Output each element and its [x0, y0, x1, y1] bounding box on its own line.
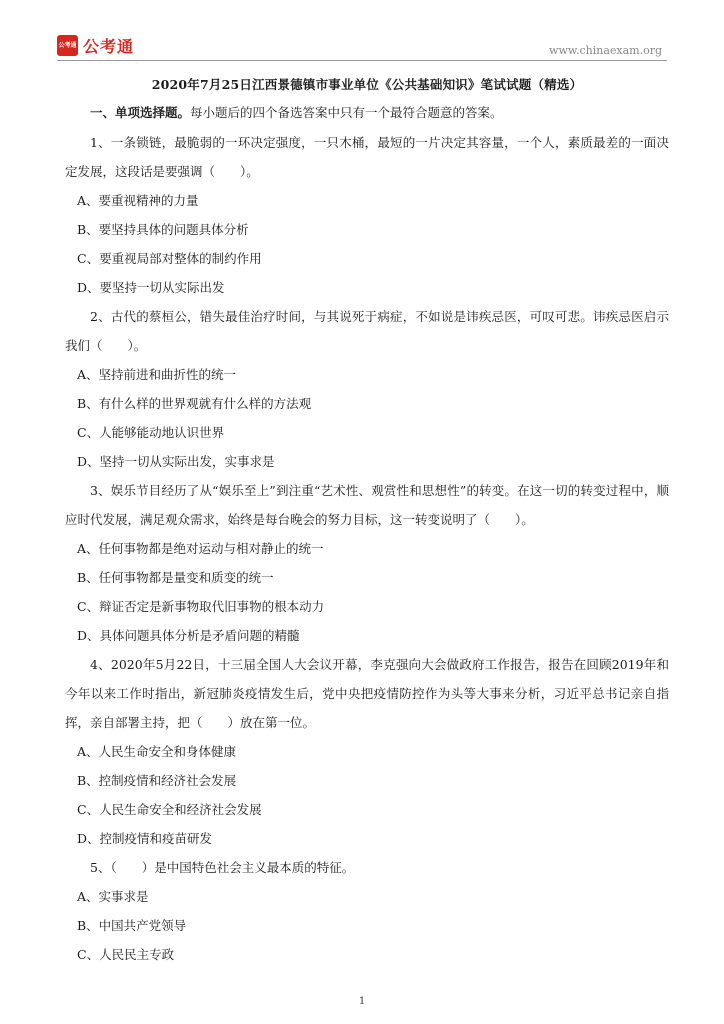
option-d: D、控制疫情和疫苗研发	[77, 831, 213, 846]
option-d: D、坚持一切从实际出发，实事求是	[77, 454, 275, 469]
option-c: C、人民民主专政	[77, 947, 175, 962]
question-stem: 1、一条锁链，最脆弱的一环决定强度，一只木桶，最短的一片决定其容量，一个人，素质最差的一面决定发展，这段话是要强调（ ）。	[65, 135, 669, 179]
section-instruction: 每小题后的四个备选答案中只有一个最符合题意的答案。	[190, 105, 503, 120]
option-a: A、坚持前进和曲折性的统一	[77, 367, 237, 382]
option-a: A、任何事物都是绝对运动与相对静止的统一	[77, 541, 324, 556]
option-a: A、人民生命安全和身体健康	[77, 744, 237, 759]
page-header	[0, 0, 724, 64]
option-b: B、要坚持具体的问题具体分析	[77, 222, 249, 237]
question-stem: 5、（ ）是中国特色社会主义最本质的特征。	[90, 860, 355, 875]
brand-logo[interactable]	[57, 34, 134, 57]
question-stem: 3、娱乐节目经历了从“娱乐至上”到注重“艺术性、观赏性和思想性”的转变。在这一切的转变过程中，顺应时代发展，满足观众需求，始终是每台晚会的努力目标，这一转变说明了（ ）。	[65, 483, 669, 527]
option-b: B、任何事物都是量变和质变的统一	[77, 570, 274, 585]
header-divider	[57, 60, 667, 61]
section-heading: 一、单项选择题。	[90, 105, 191, 120]
question-3	[65, 476, 669, 650]
option-c: C、要重视局部对整体的制约作用	[77, 251, 262, 266]
question-stem: 4、2020年5月22日，十三届全国人大会议开幕，李克强向大会做政府工作报告，报告在回顾2019年和今年以来工作时指出，新冠肺炎疫情发生后，党中央把疫情防控作为头等大事来分析，习近平总书记亲自指挥，亲自部署主持，把（ ）放在第一位。	[65, 657, 669, 730]
option-c: C、人能够能动地认识世界	[77, 425, 225, 440]
option-d: D、具体问题具体分析是矛盾问题的精髓	[77, 628, 300, 643]
option-d: D、要坚持一切从实际出发	[77, 280, 225, 295]
page-number: 1	[358, 996, 366, 1007]
question-stem: 2、古代的蔡桓公，错失最佳治疗时间，与其说死于病症，不如说是讳疾忌医，可叹可悲。讳疾忌医启示我们（ ）。	[65, 309, 669, 353]
option-a: A、要重视精神的力量	[77, 193, 199, 208]
question-5	[65, 853, 669, 969]
option-b: B、中国共产党领导	[77, 918, 187, 933]
option-b: B、控制疫情和经济社会发展	[77, 773, 237, 788]
question-4	[65, 650, 669, 853]
section-heading-line	[65, 98, 669, 128]
logo-text: 公考通	[83, 37, 135, 56]
site-url[interactable]: www.chinaexam.org	[549, 44, 662, 57]
option-b: B、有什么样的世界观就有什么样的方法观	[77, 396, 312, 411]
option-a: A、实事求是	[77, 889, 149, 904]
document-title: 2020年7月25日江西景德镇市事业单位《公共基础知识》笔试试题（精选）	[151, 77, 583, 92]
option-c: C、辩证否定是新事物取代旧事物的根本动力	[77, 599, 325, 614]
question-1	[65, 128, 669, 302]
option-c: C、人民生命安全和经济社会发展	[77, 802, 262, 817]
document-body	[65, 72, 669, 969]
logo-badge-icon: 公考通	[57, 35, 78, 56]
question-2	[65, 302, 669, 476]
